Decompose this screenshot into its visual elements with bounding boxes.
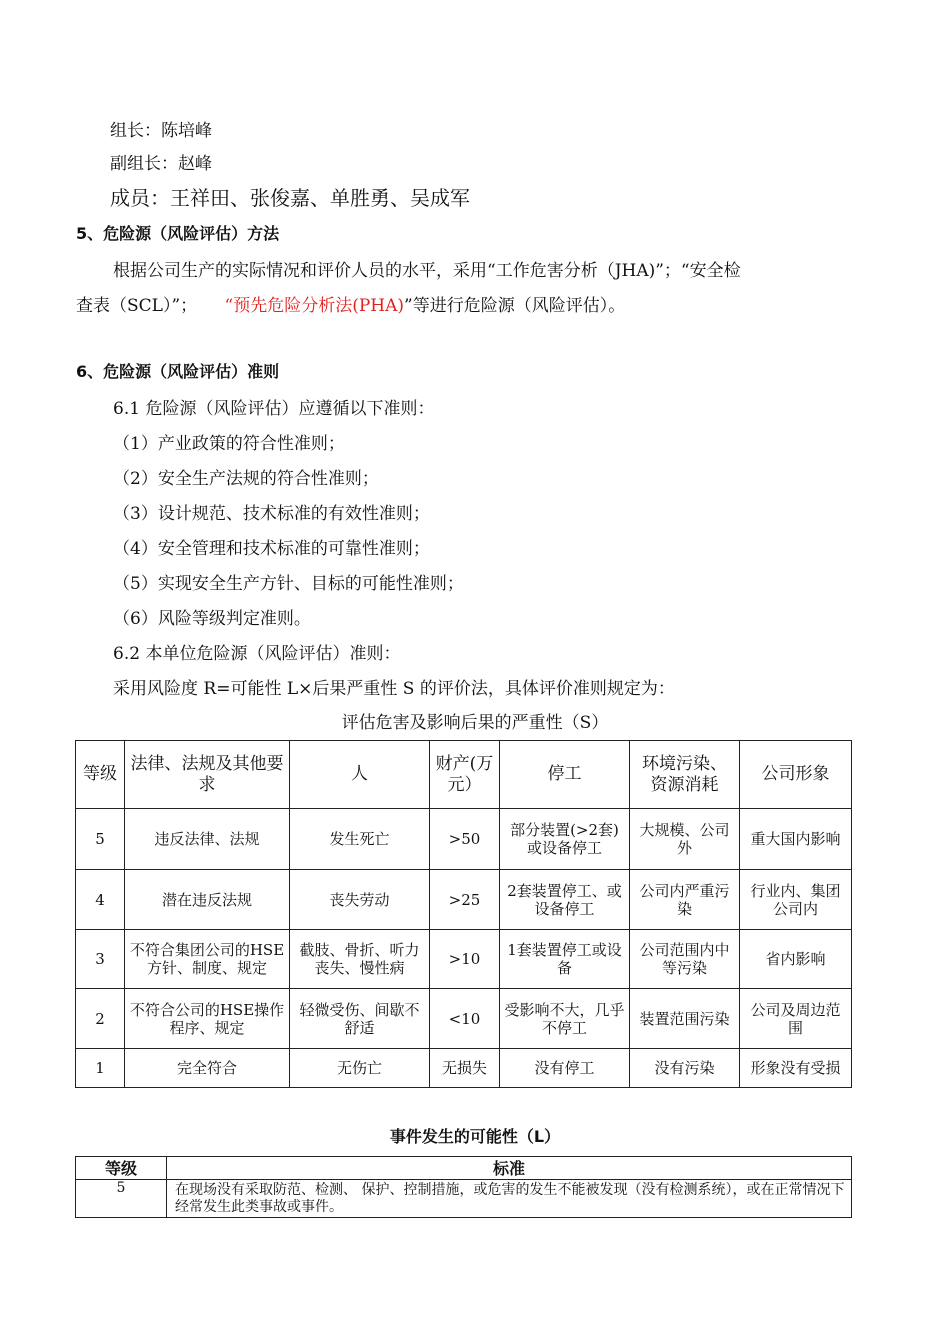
table-cell: 公司及周边范围 bbox=[740, 989, 852, 1049]
rule-3: （3）设计规范、技术标准的有效性准则； bbox=[113, 504, 430, 524]
table-cell: 截肢、骨折、听力丧失、慢性病 bbox=[290, 930, 430, 989]
table-cell: 2 bbox=[76, 989, 125, 1049]
table-cell: 无损失 bbox=[430, 1049, 500, 1088]
table-row bbox=[76, 1180, 852, 1218]
section-5-text-b: ”等进行危险源（风险评估）。 bbox=[404, 296, 626, 316]
table-cell: >10 bbox=[430, 930, 500, 989]
table-cell: 不符合集团公司的HSE方针、制度、规定 bbox=[125, 930, 290, 989]
section-5-text-a: 查表（SCL）”； bbox=[76, 296, 198, 316]
method-line: 采用风险度 R=可能性 L×后果严重性 S 的评价法，具体评价准则规定为： bbox=[113, 679, 675, 699]
rule-2: （2）安全生产法规的符合性准则； bbox=[113, 469, 379, 489]
table-cell: 没有停工 bbox=[500, 1049, 630, 1088]
table-cell: 2套装置停工、或设备停工 bbox=[500, 870, 630, 930]
table-cell: 1 bbox=[76, 1049, 125, 1088]
table-cell: >50 bbox=[430, 809, 500, 870]
header-cell: 财产(万元） bbox=[430, 741, 500, 809]
header-cell: 标准 bbox=[167, 1157, 852, 1180]
header-cell: 人 bbox=[290, 741, 430, 809]
table-cell: 在现场没有采取防范、检测、 保护、控制措施，或危害的发生不能被发现（没有检测系统），或在正常情况下经常发生此类事故或事件。 bbox=[167, 1180, 852, 1218]
rule-6: （6）风险等级判定准则。 bbox=[113, 609, 311, 629]
table-row bbox=[76, 930, 852, 989]
header-cell: 公司形象 bbox=[740, 741, 852, 809]
pha-method-highlight: “预先危险分析法(PHA) bbox=[224, 296, 405, 316]
deputy-line: 副组长：赵峰 bbox=[110, 154, 212, 174]
table-cell: 5 bbox=[76, 1180, 167, 1218]
subsection-6-1: 6.1 危险源（风险评估）应遵循以下准则： bbox=[113, 399, 435, 419]
table-cell: 发生死亡 bbox=[290, 809, 430, 870]
table-row bbox=[76, 1049, 852, 1088]
table-cell: 受影响不大，几乎不停工 bbox=[500, 989, 630, 1049]
header-cell: 法律、法规及其他要求 bbox=[125, 741, 290, 809]
table-cell: 装置范围污染 bbox=[630, 989, 740, 1049]
table-row bbox=[76, 809, 852, 870]
section-5-title: 5、危险源（风险评估）方法 bbox=[76, 224, 280, 243]
table-cell: 4 bbox=[76, 870, 125, 930]
table-cell: 丧失劳动 bbox=[290, 870, 430, 930]
table-cell: 重大国内影响 bbox=[740, 809, 852, 870]
table-cell: 违反法律、法规 bbox=[125, 809, 290, 870]
table-cell: 不符合公司的HSE操作程序、规定 bbox=[125, 989, 290, 1049]
table-cell: <10 bbox=[430, 989, 500, 1049]
severity-header-row bbox=[76, 741, 852, 809]
table-cell: 形象没有受损 bbox=[740, 1049, 852, 1088]
section-5-paragraph-line1: 根据公司生产的实际情况和评价人员的水平，采用“工作危害分析（JHA)”；“安全检 bbox=[113, 261, 741, 281]
members-line: 成员：王祥田、张俊嘉、单胜勇、吴成军 bbox=[110, 186, 470, 210]
table-row bbox=[76, 989, 852, 1049]
section-6-title: 6、危险源（风险评估）准则 bbox=[76, 362, 280, 381]
table-cell: 完全符合 bbox=[125, 1049, 290, 1088]
header-cell: 环境污染、资源消耗 bbox=[630, 741, 740, 809]
table-cell: 5 bbox=[76, 809, 125, 870]
section-5-paragraph-line2 bbox=[76, 291, 625, 316]
rule-5: （5）实现安全生产方针、目标的可能性准则； bbox=[113, 574, 464, 594]
table-cell: 部分装置(>2套)或设备停工 bbox=[500, 809, 630, 870]
table-cell: 公司内严重污染 bbox=[630, 870, 740, 930]
table-cell: 省内影响 bbox=[740, 930, 852, 989]
table-cell: 1套装置停工或设备 bbox=[500, 930, 630, 989]
table-row bbox=[76, 870, 852, 930]
header-cell: 等级 bbox=[76, 741, 125, 809]
likelihood-table-caption: 事件发生的可能性（L） bbox=[389, 1127, 561, 1146]
likelihood-table bbox=[75, 1156, 852, 1218]
rule-4: （4）安全管理和技术标准的可靠性准则； bbox=[113, 539, 430, 559]
header-cell: 停工 bbox=[500, 741, 630, 809]
table-cell: 行业内、集团公司内 bbox=[740, 870, 852, 930]
severity-table bbox=[75, 740, 852, 1088]
table-cell: 没有污染 bbox=[630, 1049, 740, 1088]
table-cell: 大规模、公司外 bbox=[630, 809, 740, 870]
table-cell: 公司范围内中等污染 bbox=[630, 930, 740, 989]
table-cell: 无伤亡 bbox=[290, 1049, 430, 1088]
subsection-6-2: 6.2 本单位危险源（风险评估）准则： bbox=[113, 644, 401, 664]
severity-table-caption: 评估危害及影响后果的严重性（S） bbox=[341, 713, 609, 733]
likelihood-header-row bbox=[76, 1157, 852, 1180]
header-cell: 等级 bbox=[76, 1157, 167, 1180]
leader-line: 组长：陈培峰 bbox=[110, 121, 212, 141]
rule-1: （1）产业政策的符合性准则； bbox=[113, 434, 345, 454]
table-cell: >25 bbox=[430, 870, 500, 930]
table-cell: 3 bbox=[76, 930, 125, 989]
table-cell: 轻微受伤、间歇不舒适 bbox=[290, 989, 430, 1049]
table-cell: 潜在违反法规 bbox=[125, 870, 290, 930]
